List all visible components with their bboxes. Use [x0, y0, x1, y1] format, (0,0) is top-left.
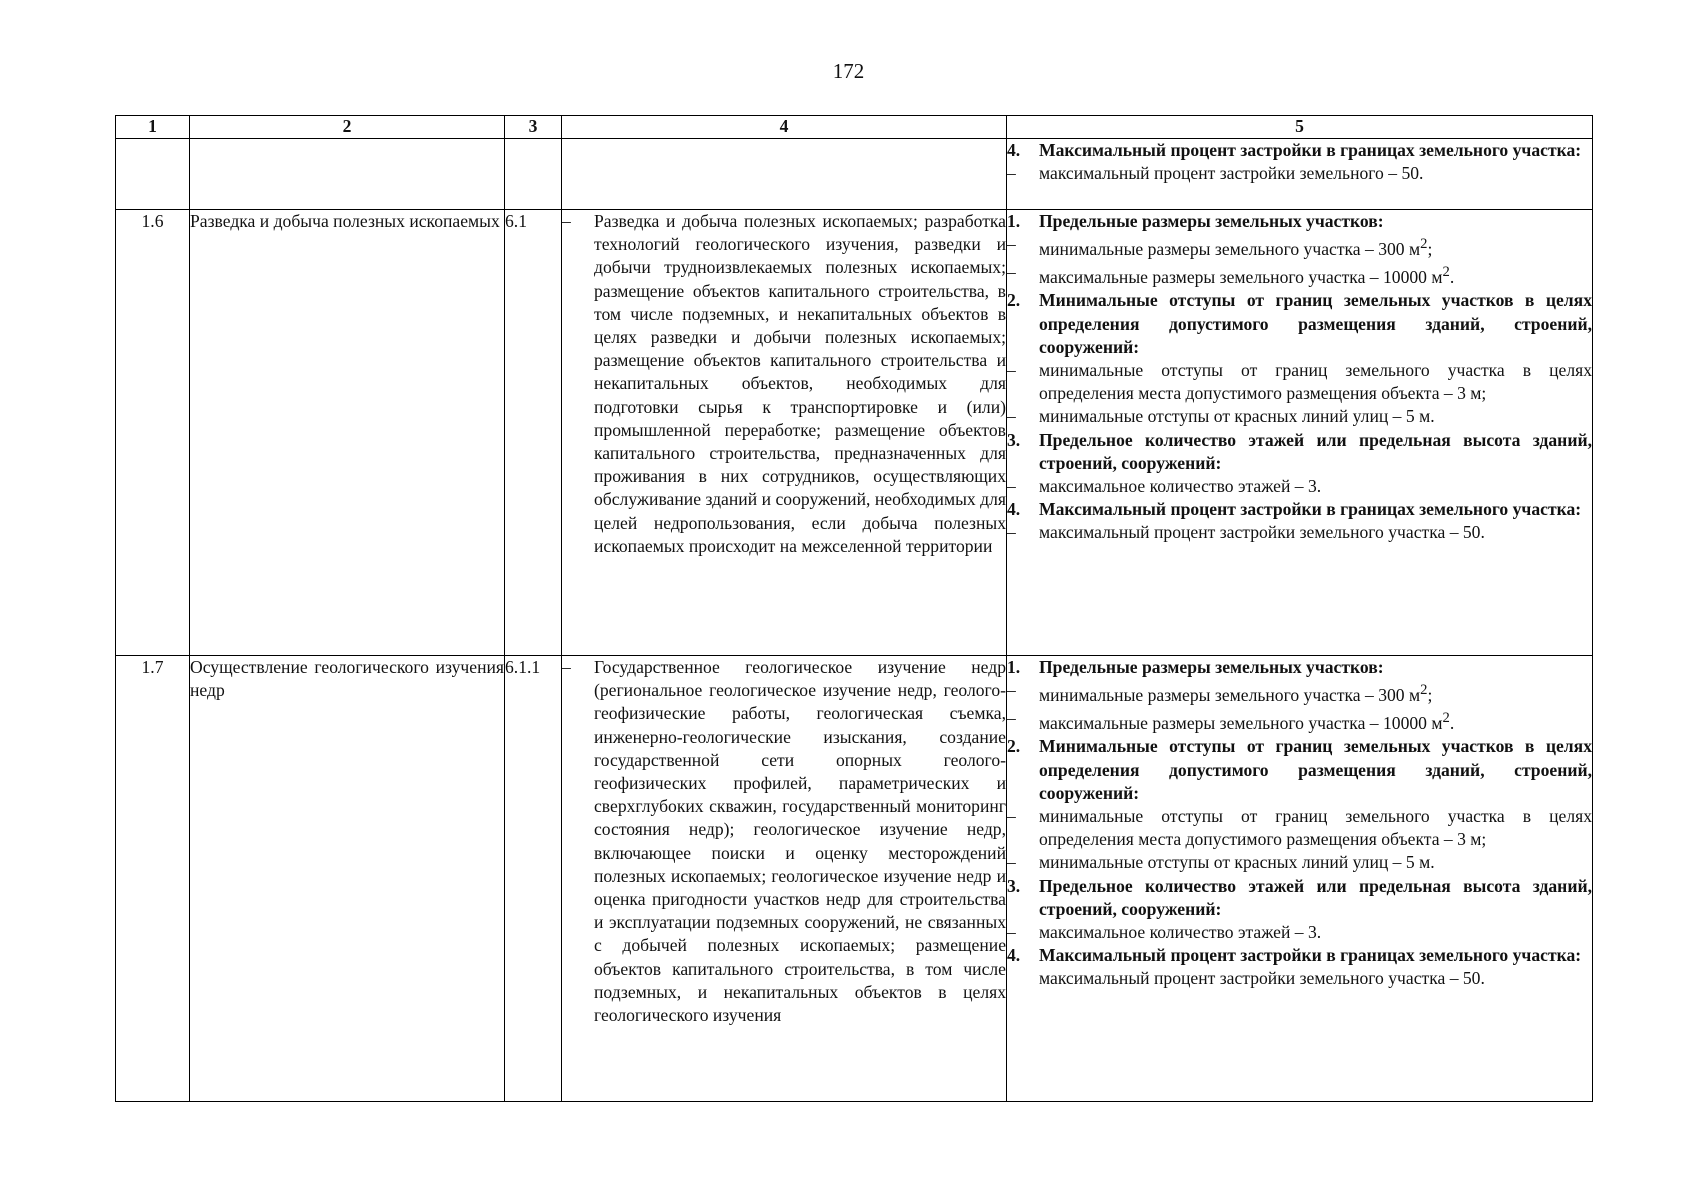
row-code: 6.1.1 [505, 656, 562, 1102]
list-marker: 4. [1007, 499, 1021, 520]
list-item [1007, 139, 1592, 162]
table-row [116, 656, 1593, 1102]
row-number: 1.7 [116, 656, 190, 1102]
list-marker: – [1007, 852, 1016, 873]
list-marker: 3. [1007, 875, 1021, 896]
list-item [1007, 289, 1592, 359]
list-item [1007, 498, 1592, 521]
list-item [1007, 805, 1592, 851]
list-text: максимальные размеры земельного участка – 10000 м [1039, 713, 1443, 734]
params-cell [1007, 210, 1593, 656]
list-text: Предельные размеры земельных участков: [1039, 657, 1384, 677]
list-text: Максимальный процент застройки в границах земельного участка: [1039, 140, 1582, 160]
list-item [1007, 735, 1592, 805]
list-item: – минимальные размеры земельного участка – 300 $м^2$; [1007, 679, 1592, 707]
list-marker: – [1007, 921, 1016, 942]
row-number: 1.6 [116, 210, 190, 656]
table-row [116, 210, 1593, 656]
list-text: минимальные отступы от красных линий улиц – 5 м. [1039, 406, 1435, 427]
list-text: Максимальный процент застройки в границах земельного участка: [1039, 945, 1582, 966]
list-text: минимальные размеры земельного участка – 300 м [1039, 239, 1421, 260]
list-text: Минимальные отступы от границ земельных участков в целях определения допустимого размещения зданий, строений, сооружений: [1039, 290, 1592, 357]
list-marker: 1. [1007, 211, 1021, 231]
list-marker: – [562, 211, 571, 231]
row-name: Разведка и добыча полезных ископаемых [190, 210, 505, 656]
list-text: минимальные отступы от границ земельного участка в целях определения места допустимого размещения объекта – 3 м; [1039, 359, 1592, 404]
list-item: – максимальные размеры земельного участка – 10000 $м^2$. [1007, 707, 1592, 735]
list-text: Максимальный процент застройки в границах земельного участка: [1039, 499, 1582, 520]
list-text: Предельное количество этажей или предельная высота зданий, строений, сооружений: [1039, 429, 1592, 473]
list-text: максимальный процент застройки земельного участка – 50. [1039, 968, 1485, 989]
list-item: – максимальные размеры земельного участка – 10000 $м^2$. [1007, 261, 1592, 289]
list-marker: – [1007, 262, 1016, 283]
description-text: Государственное геологическое изучение недр (региональное геологическое изучение недр, геолого-геофизические работы, геологическая съемка, инженерно-геологические изыскания, создание государственной сети опорных геолого-геофизических профилей, параметрических и сверхглубоких скважин, государственный мониторинг состояния недр); геологическое изучение недр, включающее поиски и оценку месторождений полезных ископаемых; геологическое изучение недр и оценка пригодности участков недр для строительства и эксплуатации подземных сооружений, не связанных с добычей полезных ископаемых; размещение объектов капитального строительства, в том числе подземных, и некапитальных объектов в целях геологического изучения [594, 657, 1006, 1026]
list-item [1007, 210, 1592, 233]
list-marker: – [1007, 680, 1016, 701]
description-text: Разведка и добыча полезных ископаемых; разработка технологий геологического изучения, разведки и добычи трудноизвлекаемых полезных ископаемых; размещение объектов капитального строительства, в том числе подземных, и некапитальных объектов в целях разведки и добычи полезных ископаемых; размещение объектов капитального строительства и некапитальных объектов, необходимых для подготовки сырья к транспортировке и (или) промышленной переработке; размещение объектов капитального строительства, предназначенных для проживания в них сотрудников, осуществляющих обслуживание зданий и сооружений, необходимых для целей недропользования, если добыча полезных ископаемых происходит на межселенной территории [594, 211, 1006, 556]
superscript: 2 [1420, 236, 1428, 253]
list-item [1007, 656, 1592, 679]
list-item [1007, 851, 1592, 874]
list-marker: – [1007, 234, 1016, 255]
list-marker: – [1007, 163, 1016, 184]
column-header: 1 [116, 116, 190, 139]
list-text: Минимальные отступы от границ земельных участков в целях определения допустимого размещения зданий, строений, сооружений: [1039, 736, 1592, 803]
list-text: минимальные размеры земельного участка – 300 м [1039, 685, 1421, 706]
column-header: 5 [1007, 116, 1593, 139]
list-marker [1007, 967, 1039, 990]
list-text: Предельные размеры земельных участков: [1039, 211, 1384, 231]
column-header: 4 [562, 116, 1007, 139]
list-item [1007, 521, 1592, 544]
list-item [1007, 162, 1592, 185]
list-text: максимальный процент застройки земельного участка – 50. [1039, 522, 1485, 543]
list-marker: – [1007, 359, 1016, 380]
list-marker: – [1007, 522, 1016, 543]
list-item [1007, 359, 1592, 405]
params-cell [1007, 139, 1593, 210]
list-item [1007, 921, 1592, 944]
superscript: 2 [1442, 264, 1450, 281]
superscript: 2 [1442, 710, 1450, 727]
list-marker: – [1007, 805, 1016, 826]
list-marker: 2. [1007, 290, 1021, 311]
list-marker: 4. [1007, 140, 1021, 160]
list-marker: 4. [1007, 945, 1021, 966]
list-item: – минимальные размеры земельного участка – 300 $м^2$; [1007, 233, 1592, 261]
description-cell [562, 210, 1007, 656]
list-marker: – [1007, 475, 1016, 496]
list-item [1007, 875, 1592, 921]
list-marker: – [1007, 406, 1016, 427]
list-marker: 3. [1007, 429, 1021, 450]
superscript: 2 [1420, 682, 1428, 699]
zoning-table [115, 115, 1593, 1102]
list-text: минимальные отступы от границ земельного участка в целях определения места допустимого размещения объекта – 3 м; [1039, 805, 1592, 850]
row-code: 6.1 [505, 210, 562, 656]
description-cell [562, 656, 1007, 1102]
column-header: 2 [190, 116, 505, 139]
list-item [1007, 429, 1592, 475]
list-item [1007, 944, 1592, 967]
page-number: 172 [832, 59, 865, 83]
list-marker: – [562, 657, 571, 677]
row-name: Осуществление геологического изучения недр [190, 656, 505, 1102]
list-text: минимальные отступы от красных линий улиц – 5 м. [1039, 852, 1435, 873]
column-header: 3 [505, 116, 562, 139]
list-text: Предельное количество этажей или предельная высота зданий, строений, сооружений: [1039, 875, 1592, 919]
table-header-row [116, 116, 1593, 139]
params-cell [1007, 656, 1593, 1102]
list-marker: 2. [1007, 736, 1021, 757]
list-text: максимальное количество этажей – 3. [1039, 475, 1322, 496]
list-item [1007, 967, 1592, 990]
continuation-row [116, 139, 1593, 210]
list-marker: – [1007, 708, 1016, 729]
list-item [1007, 405, 1592, 428]
list-text: максимальный процент застройки земельного – 50. [1039, 163, 1424, 184]
list-item [1007, 475, 1592, 498]
list-marker: 1. [1007, 657, 1021, 677]
list-text: максимальное количество этажей – 3. [1039, 921, 1322, 942]
list-text: максимальные размеры земельного участка – 10000 м [1039, 267, 1443, 288]
